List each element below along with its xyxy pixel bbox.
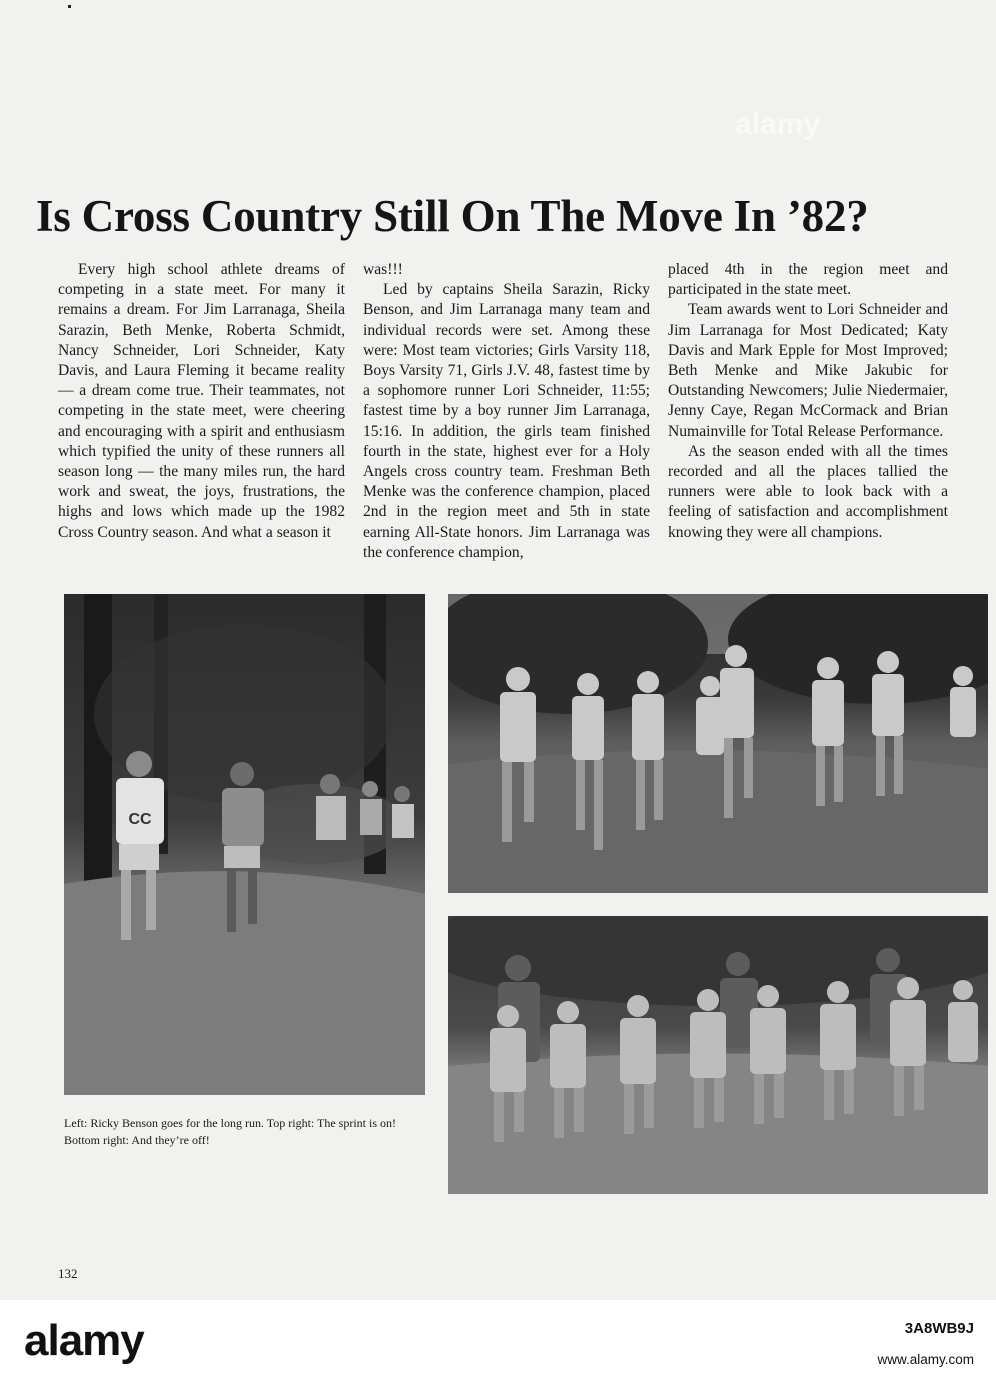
- paragraph-records: Led by captains Sheila Sarazin, Ricky Benson, and Jim Larranaga many team and individual records were set. Among these were: Most team victories; Girls Varsity 118, Boys Varsity 71, Girls J.V. 48, fastest time by a sophomore runner Lori Schneider, 11:55; fastest time by a boy runner Jim Larranaga, 15:16. In addition, the girls team finished fourth in the state, highest ever for a Holy Angels cross country team. Freshman Beth Menke was the conference champion, placed 2nd in the region meet and 5th in state earning All-State honors. Jim Larranaga was the conference champion,: [363, 281, 650, 561]
- photo-ricky-benson: [64, 594, 425, 1095]
- paragraph-intro: Every high school athlete dreams of competing in a state meet. For many it remains a dream. For Jim Larranaga, Sheila Sarazin, Beth Menke, Roberta Schmidt, Nancy Schneider, Lori Schneider, Katy Davis, and Laura Fleming it became reality — a dream come true. Their teammates, not competing in the state meet, were cheering and encouraging with a spirit and enthusiasm which typified the unity of these runners all season long — the many miles run, the hard work and sweat, the joys, frustrations, the highs and lows which made up the 1982 Cross Country season. And what a season it: [58, 261, 345, 541]
- watermark-bar: [0, 1300, 996, 1390]
- paragraph-region: placed 4th in the region meet and participated in the state meet.: [668, 261, 948, 299]
- photo-caption: Left: Ricky Benson goes for the long run. Top right: The sprint is on! Bottom right: And they’re off!: [64, 1116, 397, 1147]
- watermark-image-id: 3A8WB9J: [904, 1320, 974, 1337]
- watermark-overlay: alamy: [735, 108, 821, 141]
- photo-sprint: [448, 594, 988, 893]
- page-number: 132: [58, 1266, 78, 1281]
- watermark-url: www.alamy.com: [877, 1352, 974, 1367]
- print-mark: [68, 5, 71, 8]
- text-column-3: [668, 260, 948, 543]
- paragraph-closing: As the season ended with all the times recorded and all the places tallied the runners were able to look back with a feeling of satisfaction and accomplishment knowing they were all champions.: [668, 442, 948, 541]
- paragraph-awards: Team awards went to Lori Schneider and Jim Larranaga for Most Dedicated; Katy Davis and Mark Epple for Most Improved; Beth Menke and Mike Jakubic for Outstanding Newcomers; Julie Niedermaier, Jenny Caye, Regan McCormack and Brian Numainville for Total Release Performance.: [668, 301, 948, 440]
- watermark-logo: alamy: [24, 1316, 144, 1365]
- paragraph-continued: was!!!: [363, 261, 403, 278]
- text-column-2: [363, 260, 650, 563]
- text-column-1: [58, 260, 345, 543]
- shirt-text: CC: [128, 811, 152, 828]
- article-title: Is Cross Country Still On The Move In ’82?: [36, 191, 869, 241]
- photo-start: [448, 916, 988, 1194]
